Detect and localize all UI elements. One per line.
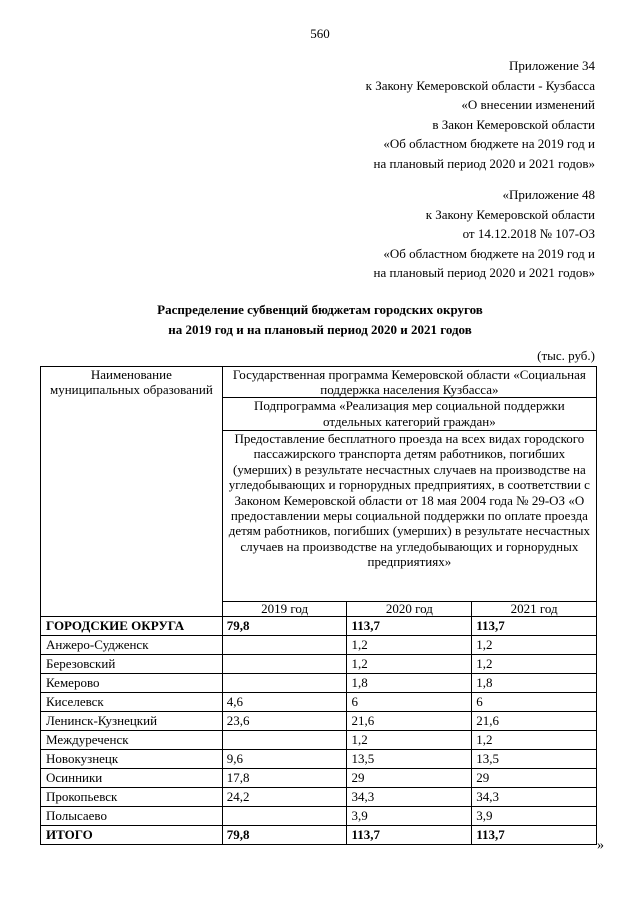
appendix-line: «Об областном бюджете на 2019 год и xyxy=(383,136,595,151)
value-2019-cell xyxy=(222,807,347,826)
municipality-name-cell: Березовский xyxy=(41,655,223,674)
program-header: Государственная программа Кемеровской области «Социальная поддержка населения Кузбасса» xyxy=(222,367,596,398)
table-row xyxy=(41,636,597,655)
table-row xyxy=(41,788,597,807)
measure-description: Предоставление бесплатного проезда на всех видах городского пассажирского транспорта детям работников, погибших (умерших) в результате несчастных случаев на производстве на угледобывающих и горнорудных предприятиях, в соответствии с Законом Кемеровской области от 18 мая 2004 года № 29-ОЗ «О предоставлении меры социальной поддержки по оплате проезда детям работников, погибших (умерших) в результате несчастных случаев на производстве на угледобывающих и горнорудных предприятиях» xyxy=(222,431,596,602)
value-2021-cell: 1,2 xyxy=(472,655,597,674)
value-2020-cell: 1,2 xyxy=(347,731,472,750)
municipality-name-cell: Киселевск xyxy=(41,693,223,712)
appendix-header-48 xyxy=(374,185,596,283)
value-2019-cell: 23,6 xyxy=(222,712,347,731)
appendix-line: «О внесении изменений xyxy=(461,97,595,112)
appendix-line: Приложение 34 xyxy=(508,58,595,73)
municipality-name-cell: Новокузнецк xyxy=(41,750,223,769)
year-2021-header: 2021 год xyxy=(472,602,597,617)
table-row xyxy=(41,769,597,788)
value-2020-cell: 13,5 xyxy=(347,750,472,769)
municipality-name-cell: Междуреченск xyxy=(41,731,223,750)
value-2021-cell: 29 xyxy=(472,769,597,788)
appendix-line: на плановый период 2020 и 2021 годов» xyxy=(373,265,595,280)
table-row-total xyxy=(41,617,597,636)
closing-quote: » xyxy=(597,838,604,853)
appendix-line: к Закону Кемеровской области xyxy=(425,206,595,222)
value-2020-cell: 113,7 xyxy=(347,826,472,845)
appendix-line: «Приложение 48 xyxy=(502,187,595,202)
value-2021-cell: 1,2 xyxy=(472,731,597,750)
title-line: на 2019 год и на плановый период 2020 и 2021 годов xyxy=(168,321,472,337)
value-2020-cell: 1,8 xyxy=(347,674,472,693)
table-row xyxy=(41,807,597,826)
table-row xyxy=(41,693,597,712)
value-2019-cell: 79,8 xyxy=(222,826,347,845)
municipality-name-cell: Ленинск-Кузнецкий xyxy=(41,712,223,731)
table-row xyxy=(41,712,597,731)
value-2019-cell xyxy=(222,636,347,655)
value-2021-cell: 1,8 xyxy=(472,674,597,693)
value-2019-cell: 17,8 xyxy=(222,769,347,788)
page-number: 560 xyxy=(310,26,330,41)
appendix-header-34 xyxy=(366,56,595,173)
table-row xyxy=(41,674,597,693)
value-2020-cell: 34,3 xyxy=(347,788,472,807)
appendix-line: к Закону Кемеровской области - Кузбасса xyxy=(365,77,595,93)
municipality-name-header: Наименование муниципальных образований xyxy=(41,367,223,617)
table-row xyxy=(41,750,597,769)
table-row xyxy=(41,731,597,750)
appendix-line: на плановый период 2020 и 2021 годов» xyxy=(373,155,595,171)
value-2019-cell xyxy=(222,655,347,674)
value-2021-cell: 13,5 xyxy=(472,750,597,769)
appendix-line: от 14.12.2018 № 107-ОЗ xyxy=(462,226,595,241)
value-2021-cell: 34,3 xyxy=(472,788,597,807)
year-2020-header: 2020 год xyxy=(347,602,472,617)
value-2020-cell: 1,2 xyxy=(347,636,472,655)
municipality-name-cell: Осинники xyxy=(41,769,223,788)
table-row xyxy=(41,655,597,674)
value-2019-cell: 79,8 xyxy=(222,617,347,636)
title-line: Распределение субвенций бюджетам городских округов xyxy=(157,302,483,317)
header-row-program xyxy=(41,367,597,398)
year-2019-header: 2019 год xyxy=(222,602,347,617)
value-2021-cell: 21,6 xyxy=(472,712,597,731)
document-title xyxy=(0,300,640,339)
municipality-name-cell: ИТОГО xyxy=(41,826,223,845)
value-2021-cell: 3,9 xyxy=(472,807,597,826)
value-2019-cell: 4,6 xyxy=(222,693,347,712)
value-2021-cell: 113,7 xyxy=(472,617,597,636)
municipality-name-cell: Полысаево xyxy=(41,807,223,826)
appendix-line: «Об областном бюджете на 2019 год и xyxy=(383,245,595,261)
municipality-name-cell: ГОРОДСКИЕ ОКРУГА xyxy=(41,617,223,636)
table-row-total xyxy=(41,826,597,845)
value-2020-cell: 29 xyxy=(347,769,472,788)
municipality-name-cell: Анжеро-Судженск xyxy=(41,636,223,655)
value-2021-cell: 1,2 xyxy=(472,636,597,655)
municipality-name-cell: Кемерово xyxy=(41,674,223,693)
units-label: (тыс. руб.) xyxy=(537,348,595,363)
value-2020-cell: 3,9 xyxy=(347,807,472,826)
value-2020-cell: 21,6 xyxy=(347,712,472,731)
municipality-name-cell: Прокопьевск xyxy=(41,788,223,807)
value-2020-cell: 1,2 xyxy=(347,655,472,674)
value-2019-cell xyxy=(222,674,347,693)
subsidy-table xyxy=(40,366,597,845)
value-2020-cell: 6 xyxy=(347,693,472,712)
value-2020-cell: 113,7 xyxy=(347,617,472,636)
value-2021-cell: 6 xyxy=(472,693,597,712)
value-2021-cell: 113,7 xyxy=(472,826,597,845)
value-2019-cell: 9,6 xyxy=(222,750,347,769)
value-2019-cell: 24,2 xyxy=(222,788,347,807)
subprogram-header: Подпрограмма «Реализация мер социальной поддержки отдельных категорий граждан» xyxy=(222,398,596,431)
appendix-line: в Закон Кемеровской области xyxy=(432,116,595,132)
value-2019-cell xyxy=(222,731,347,750)
